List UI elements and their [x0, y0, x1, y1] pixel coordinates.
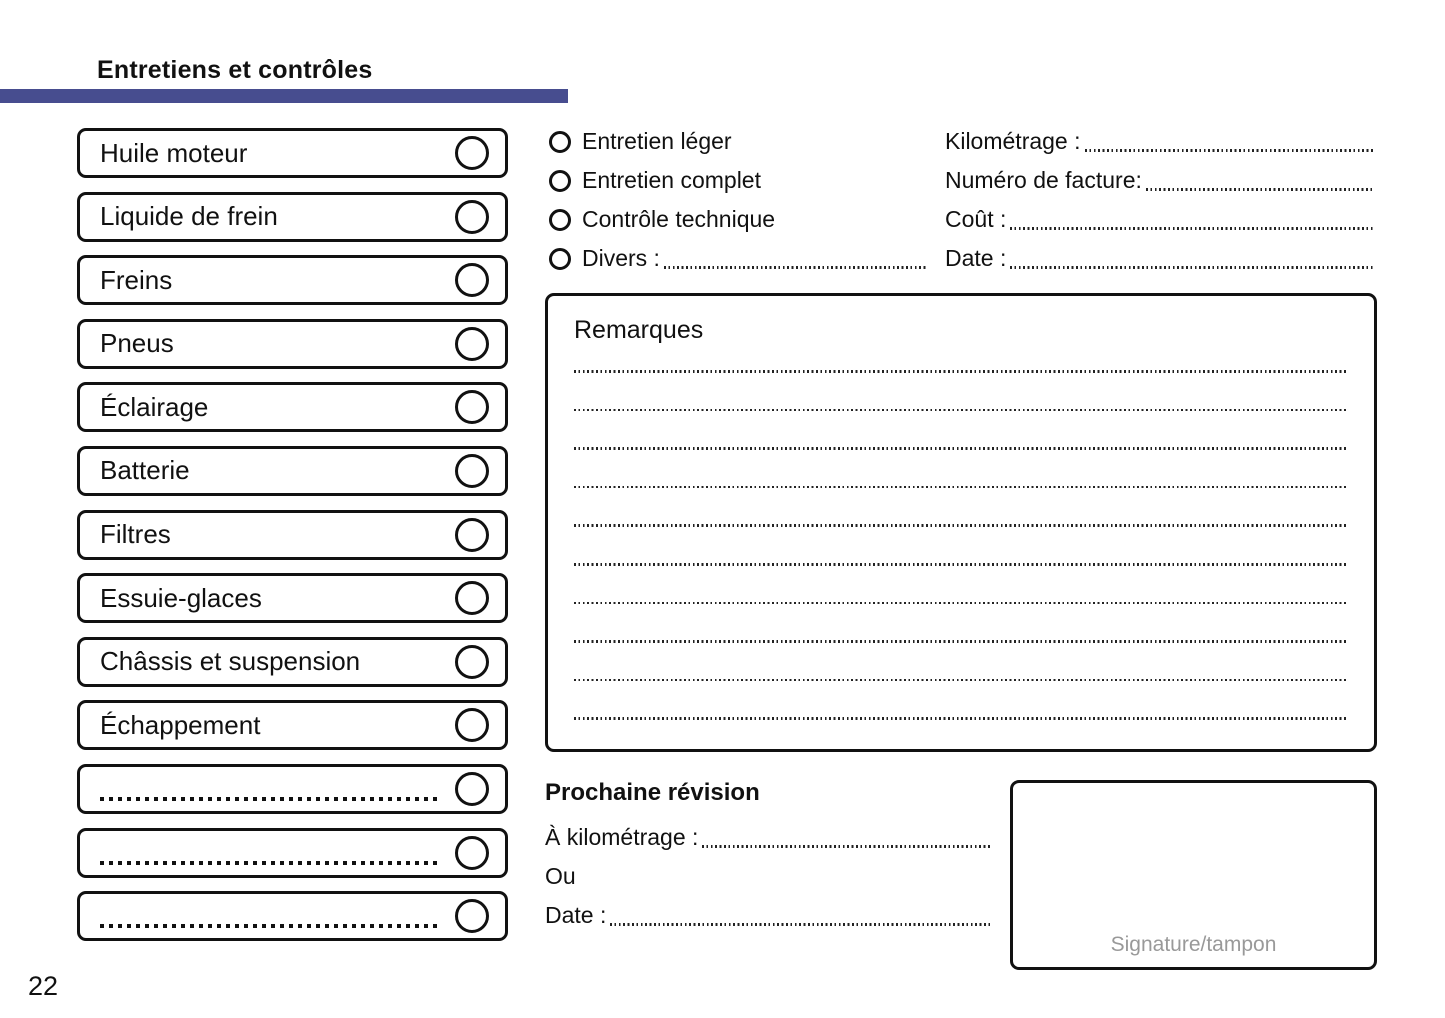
option-divers [549, 239, 926, 278]
remarks-lines [574, 334, 1348, 720]
remarks-dotted-line [574, 566, 1348, 605]
maintenance-checklist [77, 128, 508, 941]
signature-hint-label: Signature/tampon [1110, 933, 1277, 956]
checklist-item [77, 255, 508, 305]
option-label: Divers : [582, 245, 660, 271]
remarks-dotted-line [574, 373, 1348, 412]
date-field [945, 239, 1375, 278]
radio-circle-icon [549, 131, 571, 153]
remarks-dotted-line [574, 604, 1348, 643]
title-accent-bar [0, 89, 568, 103]
invoice-number-label: Numéro de facture: [945, 167, 1142, 193]
remarks-dotted-line [574, 643, 1348, 682]
remarks-dotted-line [574, 450, 1348, 489]
next-service-section [545, 779, 990, 935]
next-service-mileage-label: À kilométrage : [545, 824, 699, 850]
checklist-item-label: Liquide de frein [100, 201, 278, 232]
checklist-item-label: Échappement [100, 709, 261, 740]
checklist-item-label: Filtres [100, 519, 171, 550]
invoice-number-field [945, 161, 1375, 200]
checklist-item [77, 319, 508, 369]
next-service-title: Prochaine révision [545, 779, 760, 806]
checklist-item-label: Éclairage [100, 391, 209, 422]
next-service-date-field [545, 896, 990, 935]
next-service-mileage-field [545, 818, 990, 857]
checklist-item [77, 637, 508, 687]
remarks-dotted-line [574, 411, 1348, 450]
dotted-leader [1085, 149, 1375, 152]
dotted-leader [1146, 188, 1375, 191]
check-circle-icon [455, 518, 489, 552]
check-circle-icon [455, 454, 489, 488]
check-circle-icon [455, 836, 489, 870]
check-circle-icon [455, 390, 489, 424]
signature-box [1010, 780, 1377, 970]
checklist-item-blank [77, 764, 508, 814]
checklist-item-label: Freins [100, 264, 173, 295]
date-label: Date : [945, 245, 1007, 271]
dotted-leader [610, 923, 990, 926]
remarks-dotted-line [574, 488, 1348, 527]
page-number: 22 [28, 971, 59, 1001]
checklist-item-label: Huile moteur [100, 137, 248, 168]
option-label: Entretien complet [582, 167, 761, 193]
checklist-item-label: Châssis et suspension [100, 646, 361, 677]
page-title: Entretiens et contrôles [97, 56, 373, 84]
check-circle-icon [455, 200, 489, 234]
radio-circle-icon [549, 209, 571, 231]
dotted-leader [702, 845, 990, 848]
cost-field [945, 200, 1375, 239]
remarks-dotted-line [574, 681, 1348, 720]
checklist-item-label: Batterie [100, 455, 190, 486]
option-entretien-leger [549, 122, 926, 161]
checklist-item-blank [77, 891, 508, 941]
remarks-box [545, 293, 1377, 752]
radio-circle-icon [549, 248, 571, 270]
service-type-options [549, 122, 926, 278]
checklist-item [77, 382, 508, 432]
remarks-dotted-line [574, 527, 1348, 566]
check-circle-icon [455, 899, 489, 933]
check-circle-icon [455, 136, 489, 170]
dotted-leader [1010, 266, 1375, 269]
check-circle-icon [455, 263, 489, 297]
check-circle-icon [455, 772, 489, 806]
checklist-item [77, 700, 508, 750]
checklist-item [77, 510, 508, 560]
radio-circle-icon [549, 170, 571, 192]
check-circle-icon [455, 708, 489, 742]
dotted-blank-line [100, 861, 439, 865]
cost-label: Coût : [945, 206, 1007, 232]
option-entretien-complet [549, 161, 926, 200]
checklist-item-label: Essuie-glaces [100, 582, 262, 613]
check-circle-icon [455, 645, 489, 679]
option-label: Contrôle technique [582, 206, 776, 232]
or-label: Ou [545, 863, 576, 889]
dotted-blank-line [100, 797, 439, 801]
dotted-leader [664, 266, 926, 269]
remarks-dotted-line [574, 334, 1348, 373]
invoice-fields [945, 122, 1375, 278]
checklist-item [77, 192, 508, 242]
check-circle-icon [455, 327, 489, 361]
checklist-item-blank [77, 828, 508, 878]
mileage-field [945, 122, 1375, 161]
next-service-or-row [545, 857, 990, 896]
option-controle-technique [549, 200, 926, 239]
checklist-item [77, 446, 508, 496]
remarks-title: Remarques [574, 316, 704, 344]
checklist-item-label: Pneus [100, 328, 174, 359]
checklist-item [77, 128, 508, 178]
dotted-blank-line [100, 924, 439, 928]
dotted-leader [1010, 227, 1375, 230]
option-label: Entretien léger [582, 128, 732, 154]
mileage-label: Kilométrage : [945, 128, 1081, 154]
check-circle-icon [455, 581, 489, 615]
checklist-item [77, 573, 508, 623]
next-service-date-label: Date : [545, 902, 607, 928]
